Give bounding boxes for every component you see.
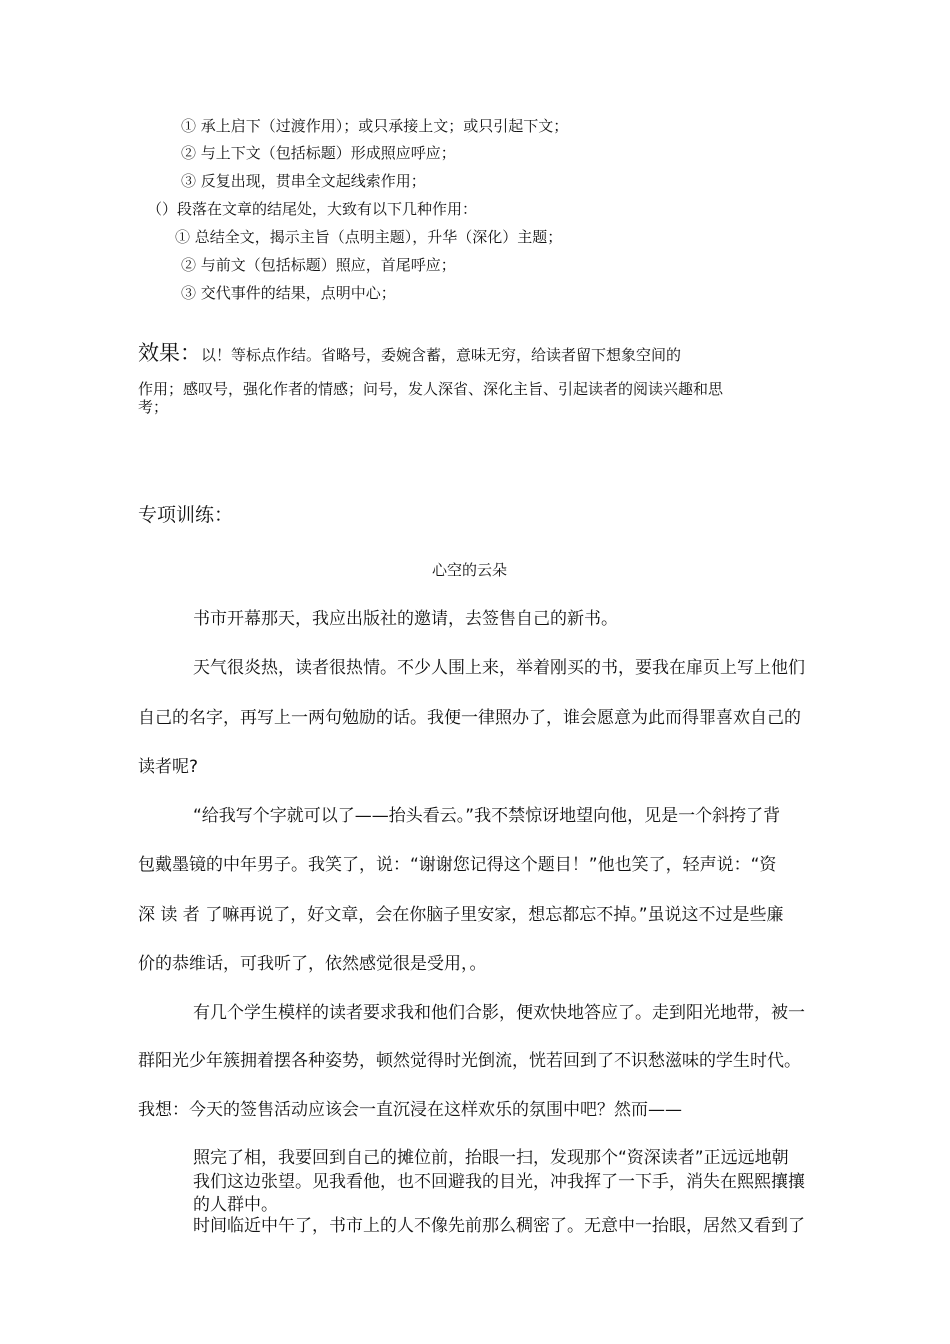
effect-line: 作用；感叹号，强化作者的情感；问号，发人深省、深化主旨、引起读者的阅读兴趣和思 (138, 380, 724, 398)
story-line: 我们这边张望。见我看他，也不回避我的目光，冲我挥了一下手，消失在熙熙攘攘 (193, 1172, 805, 1192)
story-line: 我想：今天的签售活动应该会一直沉浸在这样欢乐的氛围中吧？然而—— (138, 1100, 682, 1120)
story-line: 有几个学生模样的读者要求我和他们合影，便欢快地答应了。走到阳光地带，被一 (193, 1003, 805, 1023)
list-item: ① 总结全文，揭示主旨（点明主题），升华（深化）主题； (175, 228, 563, 246)
effect-line: 考； (138, 398, 169, 416)
story-line: 照完了相，我要回到自己的摊位前，抬眼一扫，发现那个“资深读者”正远远地朝 (193, 1148, 789, 1168)
story-line: 价的恭维话，可我听了，依然感觉很是受用，。 (138, 954, 487, 974)
list-item: ② 与前文（包括标题）照应，首尾呼应； (181, 256, 456, 274)
story-line: 深 读 者 了嘛再说了，好文章，会在你脑子里安家，想忘都忘不掉。”虽说这不过是些廉 (138, 905, 784, 925)
story-line: 时间临近中午了，书市上的人不像先前那么稠密了。无意中一抬眼，居然又看到了 (193, 1216, 805, 1236)
story-line: 群阳光少年簇拥着摆各种姿势，顿然觉得时光倒流，恍若回到了不识愁滋味的学生时代。 (138, 1051, 801, 1071)
section-heading: （）段落在文章的结尾处，大致有以下几种作用： (147, 200, 478, 218)
story-title: 心空的云朵 (432, 561, 508, 579)
story-line: 书市开幕那天，我应出版社的邀请，去签售自己的新书。 (193, 609, 618, 629)
effect-label: 效果： (138, 341, 201, 365)
training-heading: 专项训练： (138, 504, 234, 526)
story-line: 包戴墨镜的中年男子。我笑了，说：“谢谢您记得这个题目！”他也笑了，轻声说：“资 (138, 855, 777, 875)
story-line: “给我写个字就可以了——抬头看云。”我不禁惊讶地望向他，见是一个斜挎了背 (193, 806, 781, 826)
list-item: ③ 反复出现，贯串全文起线索作用； (181, 172, 426, 190)
list-item: ③ 交代事件的结果，点明中心； (181, 284, 396, 302)
list-item: ① 承上启下（过渡作用）；或只承接上文；或只引起下文； (181, 117, 569, 135)
story-line: 的人群中。 (193, 1195, 278, 1215)
story-line: 自己的名字，再写上一两句勉励的话。我便一律照办了，谁会愿意为此而得罪喜欢自己的 (138, 708, 801, 728)
story-line: 读者呢? (138, 757, 199, 777)
effect-text: 以！等标点作结。省略号，委婉含蓄，意味无穷，给读者留下想象空间的 (201, 346, 682, 364)
story-line: 天气很炎热，读者很热情。不少人围上来，举着刚买的书，要我在扉页上写上他们 (193, 658, 805, 678)
list-item: ② 与上下文（包括标题）形成照应呼应； (181, 144, 456, 162)
effect-line (138, 339, 681, 367)
